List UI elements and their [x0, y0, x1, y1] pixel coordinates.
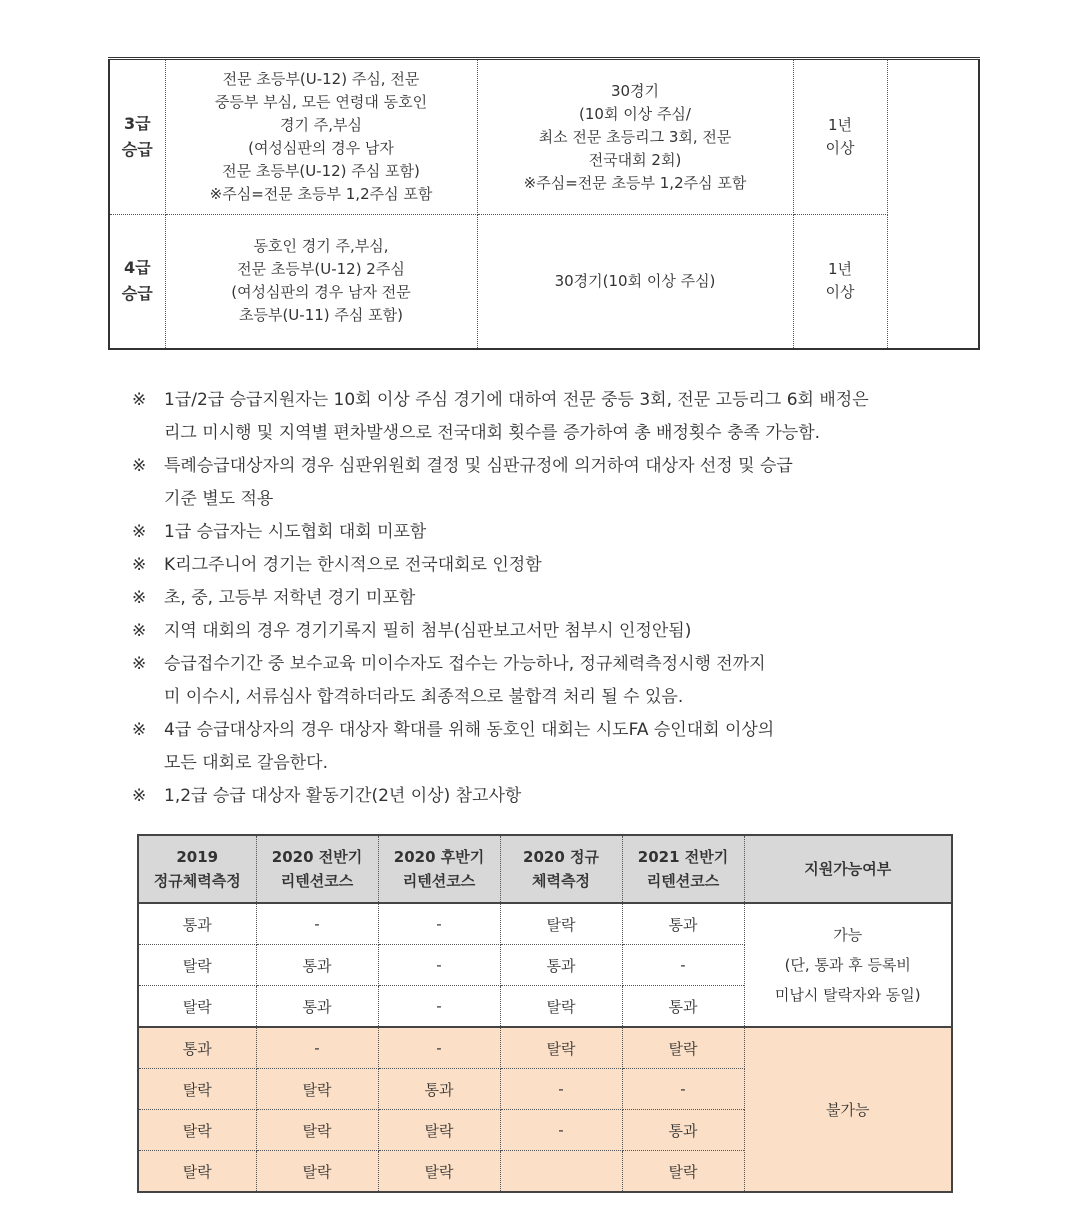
text-line: (여성심판의 경우 남자	[248, 139, 394, 157]
text-line: 2020 후반기	[393, 848, 485, 866]
text-line: 동호인 경기 주,부심,	[253, 237, 389, 256]
text-line: 초등부(U-11) 주심 포함)	[238, 306, 403, 325]
status-cell: 탈락	[256, 1151, 378, 1193]
text-line: 기준 별도 적용	[164, 489, 274, 509]
assignment-scope	[165, 59, 477, 215]
status-cell: -	[622, 945, 744, 986]
note-text	[164, 615, 691, 648]
status-cell: -	[256, 1027, 378, 1069]
text-line: 4급	[123, 258, 151, 278]
assignment-scope	[165, 215, 477, 349]
text-line: 1,2급 승급 대상자 활동기간(2년 이상) 참고사항	[164, 786, 522, 806]
status-cell: 탈락	[138, 1151, 256, 1193]
text-line: (10회 이상 주심/	[579, 104, 691, 123]
note-text	[164, 648, 766, 714]
text-line: 중등부 부심, 모든 연령대 동호인	[214, 93, 428, 111]
status-cell: 탈락	[622, 1151, 744, 1193]
text-line: 체력측정	[532, 872, 590, 890]
status-cell: 탈락	[256, 1110, 378, 1151]
note-text	[164, 714, 774, 780]
note-item	[132, 516, 972, 549]
table-row	[138, 1027, 952, 1069]
column-header	[256, 835, 378, 903]
status-cell: 탈락	[378, 1110, 500, 1151]
text-line: 2019	[176, 848, 219, 866]
text-line: 이상	[825, 283, 855, 302]
column-header	[378, 835, 500, 903]
text-line: 1년	[827, 260, 853, 279]
text-line: 리텐션코스	[646, 872, 720, 890]
table-row	[138, 903, 952, 945]
text-line: 지원가능여부	[804, 860, 892, 878]
eligibility-impossible: 불가능	[744, 1027, 952, 1192]
text-line: (단, 통과 후 등록비	[784, 956, 911, 974]
text-line: 리텐션코스	[280, 872, 354, 890]
column-header	[500, 835, 622, 903]
remarks-cell	[887, 59, 979, 349]
note-mark: ※	[132, 588, 147, 608]
grade-row	[109, 215, 979, 349]
text-line: 초, 중, 고등부 저학년 경기 미포함	[164, 588, 416, 608]
status-cell: 탈락	[378, 1151, 500, 1193]
status-cell: 탈락	[500, 986, 622, 1028]
text-line: 모든 대회로 갈음한다.	[164, 753, 329, 773]
status-cell: -	[256, 903, 378, 945]
note-text	[164, 780, 521, 813]
text-line: ※주심=전문 초등부 1,2주심 포함	[209, 185, 433, 203]
text-line: 미납시 탈락자와 동일)	[774, 986, 921, 1004]
text-line: 30경기	[610, 81, 660, 100]
note-mark: ※	[132, 390, 147, 410]
status-cell: 탈락	[138, 1110, 256, 1151]
note-item	[132, 384, 972, 450]
status-cell: -	[378, 903, 500, 945]
status-cell: 통과	[622, 1110, 744, 1151]
text-line: 정규체력측정	[153, 872, 241, 890]
status-cell: 통과	[622, 986, 744, 1028]
note-item	[132, 615, 972, 648]
column-header	[744, 835, 952, 903]
text-line: 전문 초등부(U-12) 주심, 전문	[222, 70, 420, 88]
note-mark: ※	[132, 555, 147, 575]
text-line: 전국대회 2회)	[588, 150, 682, 169]
text-line: 이상	[825, 139, 855, 157]
grade-label	[109, 215, 165, 349]
text-line: 30경기(10회 이상 주심)	[554, 271, 716, 290]
note-item	[132, 450, 972, 516]
text-line: 4급 승급대상자의 경우 대상자 확대를 위해 동호인 대회는 시도FA 승인대회 이상의	[164, 720, 775, 740]
status-cell: -	[622, 1069, 744, 1110]
text-line: 승급	[121, 140, 153, 159]
status-cell: 통과	[138, 903, 256, 945]
grade-row	[109, 59, 979, 215]
status-cell: 통과	[138, 1027, 256, 1069]
required-games	[477, 59, 793, 215]
note-text	[164, 582, 415, 615]
text-line: 미 이수시, 서류심사 합격하더라도 최종적으로 불합격 처리 될 수 있음.	[164, 687, 684, 707]
required-games	[477, 215, 793, 349]
text-line: 리그 미시행 및 지역별 편차발생으로 전국대회 횟수를 증가하여 총 배정횟수 충족 가능함.	[164, 423, 821, 443]
status-cell: 통과	[256, 986, 378, 1028]
status-cell: -	[378, 945, 500, 986]
status-cell: -	[378, 986, 500, 1028]
text-line: 경기 주,부심	[280, 116, 362, 134]
note-item	[132, 648, 972, 714]
text-line: 최소 전문 초등리그 3회, 전문	[538, 127, 732, 146]
column-header	[622, 835, 744, 903]
note-item	[132, 780, 972, 813]
text-line: 전문 초등부(U-12) 주심 포함)	[222, 162, 420, 180]
required-period	[793, 59, 887, 215]
status-cell: -	[500, 1110, 622, 1151]
notes-list	[132, 384, 972, 813]
text-line: (여성심판의 경우 남자 전문	[231, 283, 411, 302]
eligibility-possible	[744, 903, 952, 1027]
activity-status-table	[137, 834, 953, 1193]
text-line: ※주심=전문 초등부 1,2주심 포함	[523, 173, 747, 192]
status-cell: 탈락	[138, 986, 256, 1028]
status-cell: 통과	[622, 903, 744, 945]
status-cell: 탈락	[622, 1027, 744, 1069]
status-cell: -	[378, 1027, 500, 1069]
text-line: 가능	[833, 926, 863, 944]
note-text	[164, 549, 542, 582]
text-line: 특례승급대상자의 경우 심판위원회 결정 및 심판규정에 의거하여 대상자 선정 및 승급	[164, 456, 793, 476]
note-mark: ※	[132, 654, 147, 674]
note-text	[164, 450, 793, 516]
text-line: 승급접수기간 중 보수교육 미이수자도 접수는 가능하나, 정규체력측정시행 전까지	[164, 654, 766, 674]
note-mark: ※	[132, 522, 147, 542]
text-line: 2021 전반기	[637, 848, 729, 866]
text-line: 지역 대회의 경우 경기기록지 필히 첨부(심판보고서만 첨부시 인정안됨)	[164, 621, 692, 641]
required-period	[793, 215, 887, 349]
status-cell: 탈락	[500, 1027, 622, 1069]
column-header	[138, 835, 256, 903]
note-item	[132, 549, 972, 582]
status-cell: 탈락	[500, 903, 622, 945]
note-text	[164, 384, 869, 450]
status-cell	[500, 1151, 622, 1193]
grade-requirements-table	[108, 57, 980, 350]
status-cell: -	[500, 1069, 622, 1110]
note-item	[132, 582, 972, 615]
text-line: K리그주니어 경기는 한시적으로 전국대회로 인정함	[164, 555, 542, 575]
text-line: 1급/2급 승급지원자는 10회 이상 주심 경기에 대하여 전문 중등 3회, 전문 고등리그 6회 배정은	[164, 390, 869, 410]
status-cell: 통과	[256, 945, 378, 986]
text-line: 1급 승급자는 시도협회 대회 미포함	[164, 522, 427, 542]
status-cell: 탈락	[256, 1069, 378, 1110]
text-line: 3급	[123, 114, 151, 133]
status-cell: 통과	[500, 945, 622, 986]
text-line: 승급	[121, 284, 153, 304]
note-item	[132, 714, 972, 780]
status-cell: 탈락	[138, 1069, 256, 1110]
note-text	[164, 516, 426, 549]
note-mark: ※	[132, 456, 147, 476]
status-cell: 탈락	[138, 945, 256, 986]
text-line: 2020 전반기	[271, 848, 363, 866]
status-cell: 통과	[378, 1069, 500, 1110]
text-line: 2020 정규	[523, 848, 599, 866]
note-mark: ※	[132, 621, 147, 641]
text-line: 리텐션코스	[402, 872, 476, 890]
text-line: 전문 초등부(U-12) 2주심	[237, 260, 405, 279]
note-mark: ※	[132, 786, 147, 806]
note-mark: ※	[132, 720, 147, 740]
grade-label	[109, 59, 165, 215]
text-line: 1년	[827, 116, 853, 134]
